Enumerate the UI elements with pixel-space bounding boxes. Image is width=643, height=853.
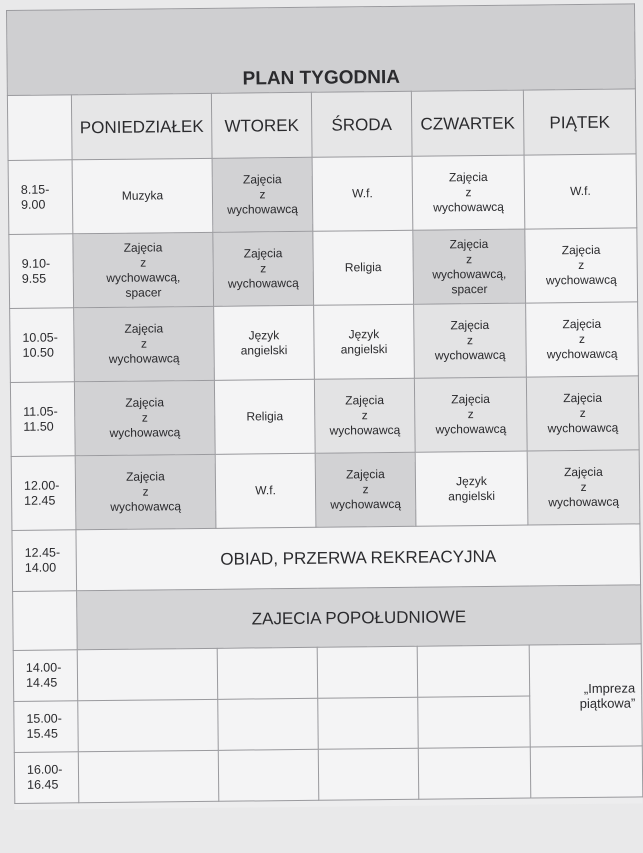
lesson-time (9, 234, 74, 309)
lesson-text-line: angielski (448, 488, 496, 503)
lesson-time-end: 11.50 (23, 419, 54, 434)
lesson-cell (315, 452, 416, 527)
lesson-text-line: wychowawcą (433, 199, 505, 215)
lesson-cell (414, 303, 527, 378)
lesson-text-line: z (579, 405, 586, 421)
empty-cell (318, 748, 419, 800)
lesson-cell (415, 451, 528, 526)
lesson-text-line: wychowawcą (546, 346, 618, 362)
empty-cell (530, 746, 643, 798)
lesson-cell (75, 454, 216, 529)
lesson-text-line: Zajęcia (243, 246, 283, 261)
lesson-text-line: Zajęcia (562, 316, 602, 332)
friday-note-line: piątkowa” (579, 694, 636, 711)
lesson-text-line: z (466, 333, 474, 348)
empty-cell (78, 750, 219, 802)
lesson-text-line: Zajęcia (450, 317, 490, 333)
lesson-text-line: wychowawcą, (106, 269, 181, 285)
lesson-cell (74, 306, 215, 381)
day-header-row (7, 89, 636, 161)
lesson-text-line: wychowawcą (547, 420, 619, 436)
afternoon-title: ZAJECIA POPOŁUDNIOWE (77, 585, 642, 650)
lesson-text-line: Język (248, 327, 280, 342)
lesson-text-line: Religia (344, 260, 382, 275)
empty-cell (418, 696, 531, 748)
lesson-text-line: z (361, 408, 368, 423)
empty-cell (318, 697, 419, 749)
lesson-text-line: z (260, 261, 267, 276)
lesson-text-line: angielski (340, 341, 388, 357)
lunch-time (12, 530, 77, 592)
lesson-row (9, 228, 638, 309)
lesson-text-line: Zajęcia (561, 242, 601, 258)
lesson-cell (314, 304, 415, 379)
lesson-text-line: W.f. (352, 186, 373, 201)
lesson-time (10, 382, 75, 457)
lesson-text-line: Zajęcia (242, 172, 282, 187)
empty-cell (218, 749, 319, 801)
lesson-text-line: z (142, 484, 149, 499)
lesson-time (11, 456, 76, 531)
afternoon-time-start: 16.00- (26, 762, 63, 777)
day-header-wednesday: ŚRODA (311, 91, 412, 157)
lesson-text-line: Zajęcia (124, 321, 164, 336)
lesson-cell (73, 232, 214, 307)
lesson-text-line: z (140, 336, 148, 351)
empty-cell (217, 647, 318, 699)
afternoon-time-end: 16.45 (27, 777, 59, 792)
afternoon-row (13, 644, 642, 702)
lesson-text-line: Zajęcia (125, 395, 165, 410)
lesson-text-line: Zajęcia (125, 469, 165, 484)
lesson-text-line: z (578, 331, 586, 347)
empty-cell (78, 699, 219, 751)
lesson-cell (213, 231, 314, 306)
lesson-text-line: z (259, 187, 266, 202)
lesson-row (10, 302, 639, 383)
lesson-text-line: Zajęcia (123, 239, 163, 255)
lesson-cell (526, 376, 639, 451)
lesson-text-line: spacer (125, 284, 162, 300)
lesson-time-start: 9.10- (21, 256, 51, 271)
lesson-text-line: wychowawcą, (432, 266, 507, 282)
empty-cell (77, 648, 218, 700)
day-header-thursday: CZWARTEK (411, 90, 524, 156)
lesson-time-end: 10.50 (22, 345, 54, 360)
lesson-text-line: wychowawcą (108, 351, 180, 366)
day-header-tuesday: WTOREK (211, 92, 312, 158)
lesson-text-line: z (362, 482, 369, 497)
afternoon-time (14, 752, 79, 804)
lesson-text-line: wychowawcą (330, 496, 402, 512)
lesson-text-line: Zajęcia (448, 169, 488, 185)
lesson-cell (412, 155, 525, 230)
lesson-cell (74, 380, 215, 455)
afternoon-time (14, 701, 79, 753)
lesson-cell (215, 453, 316, 528)
page-title: PLAN TYGODNIA (7, 4, 636, 96)
lesson-cell (413, 229, 526, 304)
lesson-time-start: 12.00- (23, 477, 60, 493)
lesson-text-line: wychowawcą (434, 347, 506, 363)
corner-cell (7, 95, 72, 161)
afternoon-corner-cell (13, 591, 78, 651)
lesson-time-end: 12.45 (24, 493, 56, 508)
lesson-text-line: Zajęcia (563, 464, 603, 480)
day-header-monday: PONIEDZIAŁEK (71, 93, 212, 159)
lunch-time-end: 14.00 (24, 560, 57, 575)
afternoon-time-end: 14.45 (25, 675, 58, 690)
lesson-cell (524, 154, 637, 229)
empty-cell (218, 698, 319, 750)
friday-note-line: „Impreza (583, 679, 636, 696)
lesson-cell (212, 157, 313, 232)
lesson-text-line: Język (348, 326, 380, 341)
lesson-cell (72, 158, 213, 233)
lesson-text-line: Język (456, 473, 487, 488)
lesson-text-line: W.f. (255, 483, 276, 498)
lesson-cell (214, 379, 315, 454)
lesson-cell (314, 378, 415, 453)
schedule-table (6, 3, 643, 804)
lesson-text-line: W.f. (570, 183, 591, 199)
lesson-cell (214, 305, 315, 380)
friday-party-note (529, 644, 642, 747)
lesson-text-line: wychowawcą (109, 425, 181, 440)
afternoon-time-start: 15.00- (26, 711, 62, 726)
lesson-text-line: z (465, 185, 472, 200)
lesson-time-start: 10.05- (22, 329, 58, 345)
schedule-sheet (6, 3, 642, 810)
lesson-time-start: 11.05- (23, 403, 58, 419)
lesson-text-line: angielski (240, 342, 288, 358)
lesson-text-line: spacer (451, 281, 488, 296)
lesson-text-line: wychowawcą (435, 421, 507, 437)
afternoon-time-end: 15.45 (26, 726, 58, 741)
lesson-text-line: Zajęcia (449, 236, 489, 251)
lesson-cell (312, 156, 413, 231)
lesson-text-line: wychowawcą (227, 201, 299, 217)
lesson-cell (527, 450, 640, 525)
afternoon-row (14, 746, 643, 804)
lesson-text-line: Zajęcia (451, 391, 491, 407)
lesson-text-line: Muzyka (121, 188, 164, 203)
lesson-cell (525, 228, 638, 303)
lunch-time-start: 12.45- (24, 545, 61, 560)
empty-cell (418, 747, 531, 799)
lesson-cell (313, 230, 414, 305)
lesson-cell (414, 377, 527, 452)
lesson-text-line: Zajęcia (345, 393, 385, 408)
lesson-text-line: wychowawcą (227, 275, 299, 291)
lesson-row (11, 450, 640, 531)
lesson-time-end: 9.55 (21, 271, 47, 286)
lesson-text-line: z (466, 251, 473, 266)
lesson-time-end: 9.00 (20, 197, 46, 212)
lesson-row (8, 154, 637, 235)
day-header-friday: PIĄTEK (523, 89, 636, 155)
lesson-text-line: Religia (246, 409, 284, 424)
lesson-text-line: z (141, 410, 148, 425)
lesson-text-line: wychowawcą (110, 499, 182, 514)
lesson-text-line: wychowawcą (329, 422, 401, 438)
lesson-text-line: z (580, 479, 587, 495)
lesson-text-line: z (467, 407, 474, 422)
lesson-text-line: Zajęcia (563, 390, 603, 406)
lesson-text-line: z (140, 255, 147, 270)
lesson-text-line: wychowawcą (545, 272, 617, 288)
lesson-time (8, 160, 73, 235)
empty-cell (417, 645, 530, 697)
lesson-cell (526, 302, 639, 377)
lesson-time (10, 308, 75, 383)
lesson-text-line: wychowawcą (548, 494, 620, 510)
lesson-row (10, 376, 639, 457)
lesson-rows (8, 154, 640, 531)
empty-cell (317, 646, 418, 698)
lunch-break-label: OBIAD, PRZERWA REKREACYJNA (76, 524, 641, 591)
lesson-text-line: Zajęcia (345, 467, 385, 482)
afternoon-time (13, 650, 78, 702)
afternoon-time-start: 14.00- (25, 660, 62, 675)
lesson-text-line: z (578, 257, 585, 273)
lesson-time-start: 8.15- (20, 182, 50, 197)
